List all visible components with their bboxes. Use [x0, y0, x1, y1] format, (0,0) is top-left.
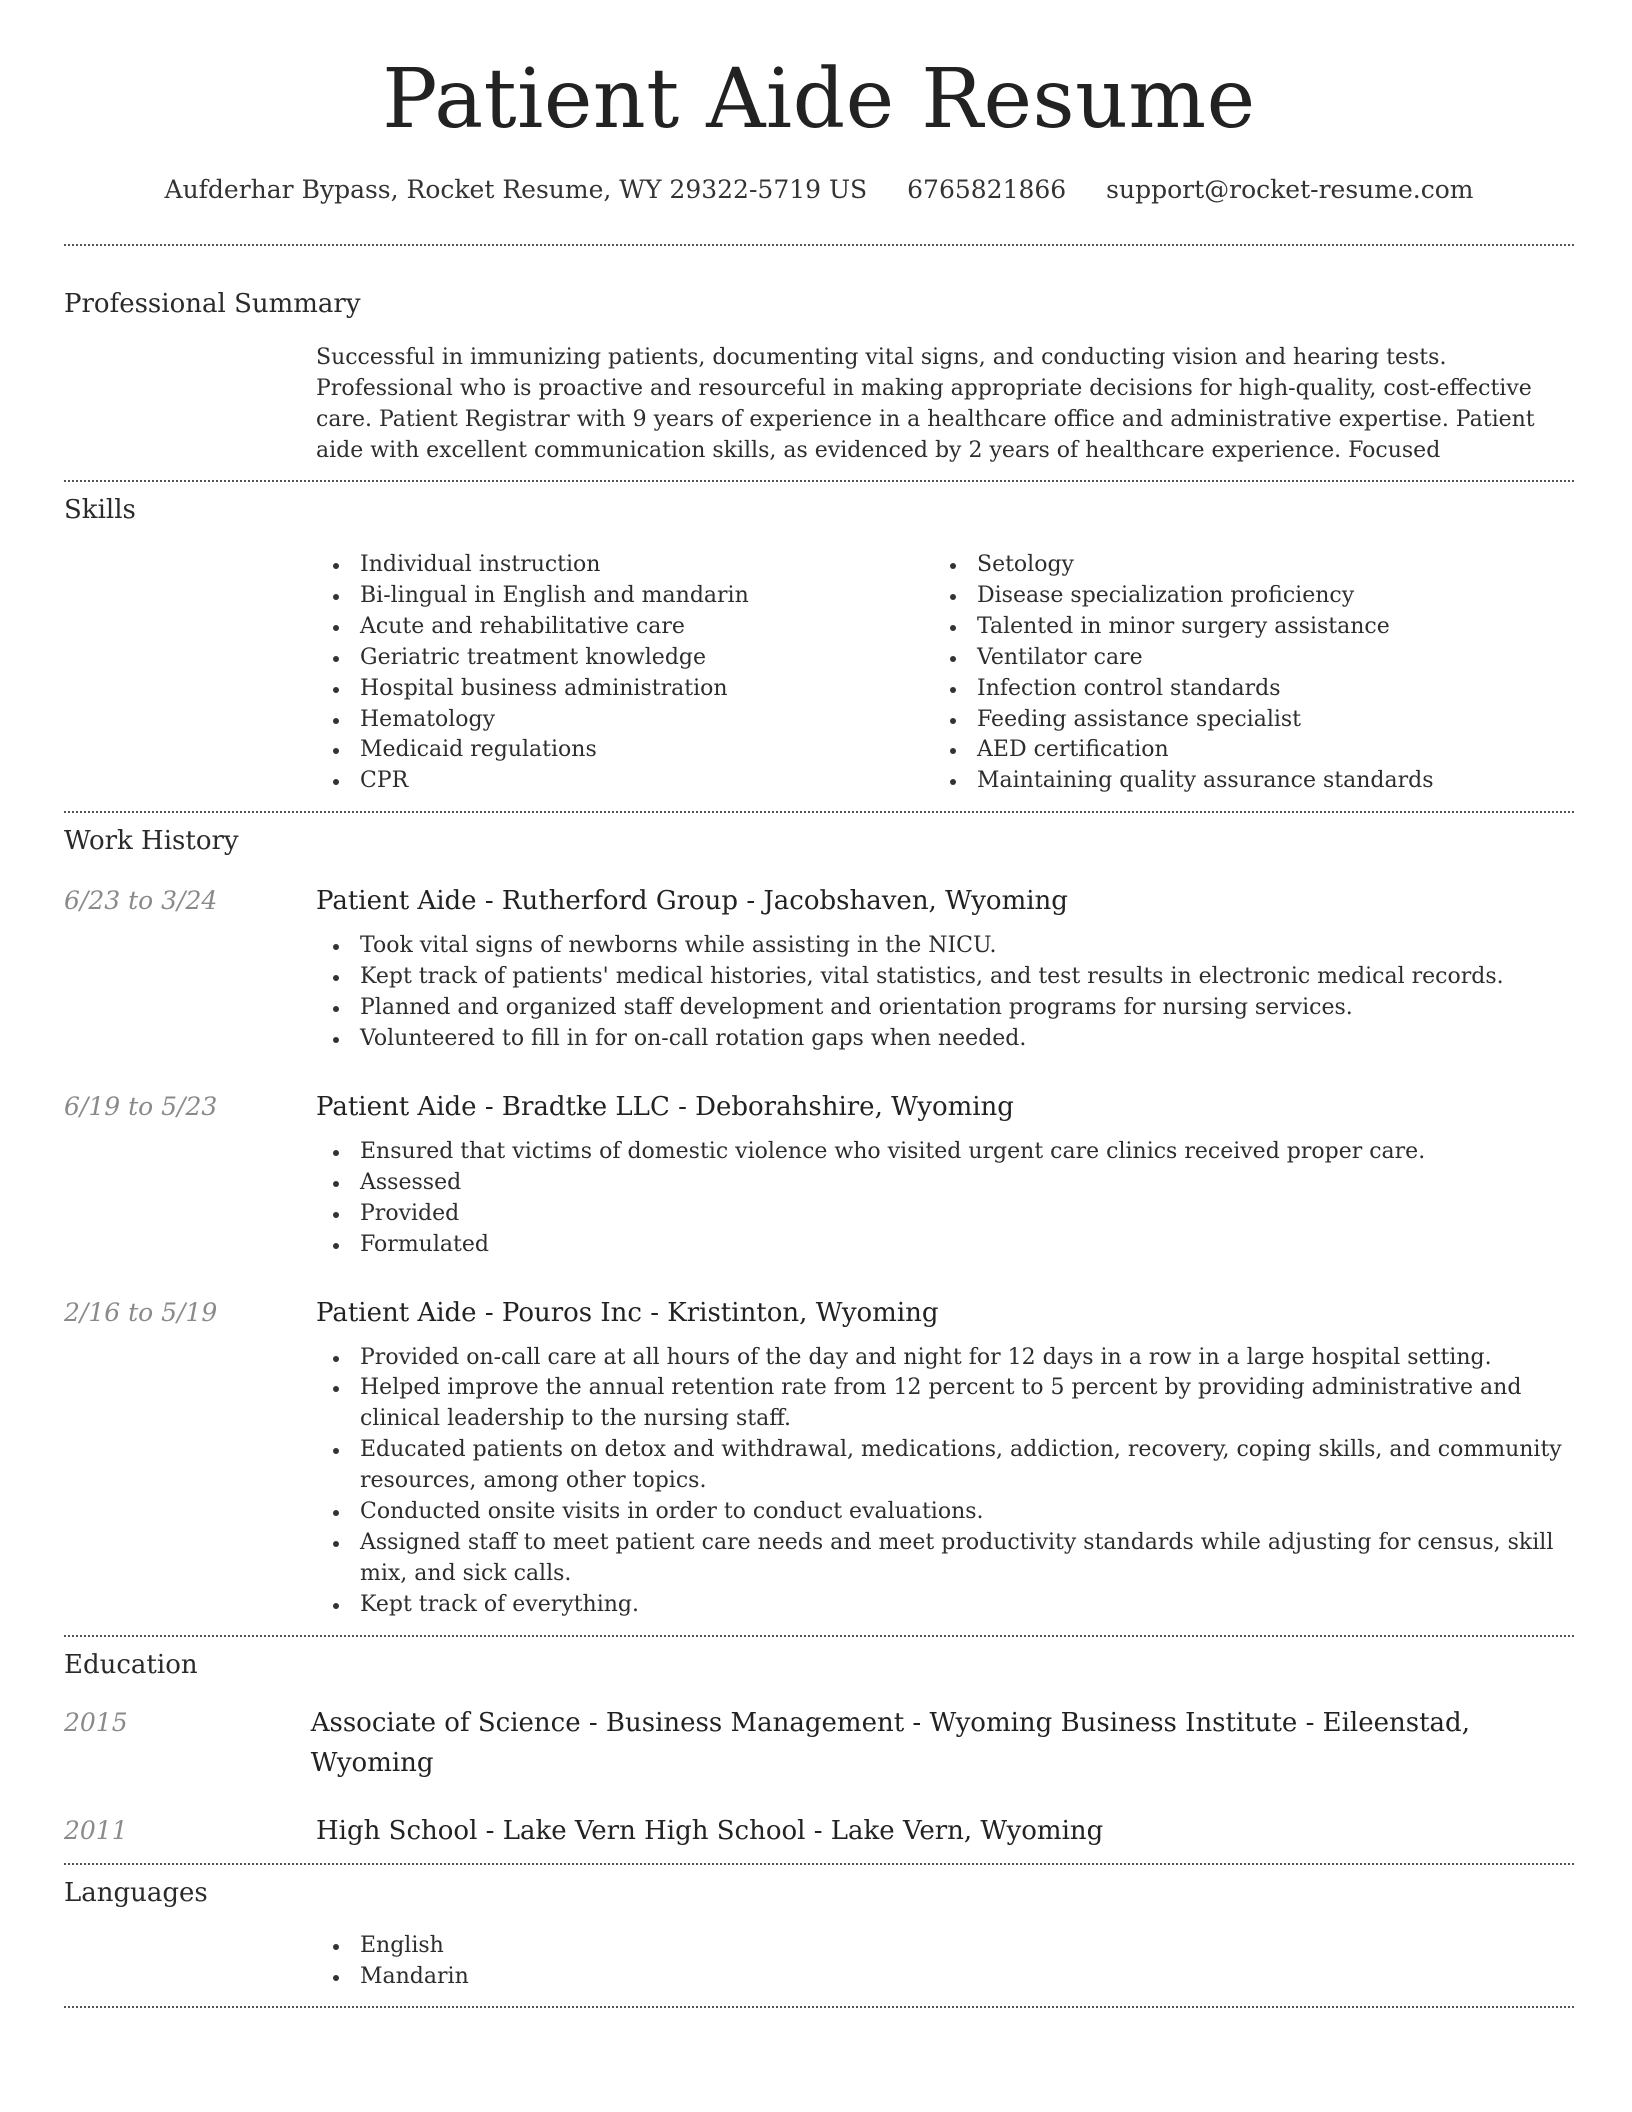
skill-item: Ventilator care — [933, 643, 1550, 674]
education-date: 2015 — [64, 1707, 128, 1737]
education-entry — [64, 1703, 1574, 1783]
skill-item: Disease specialization proficiency — [933, 581, 1550, 612]
work-bullet: Assigned staff to meet patient care needs and meet productivity standards while adjusting for census, skill mix, and sick calls. — [316, 1528, 1574, 1590]
skill-item: Geriatric treatment knowledge — [316, 643, 933, 674]
work-bullet: Assessed — [316, 1168, 1574, 1199]
contact-phone: 6765821866 — [907, 175, 1067, 204]
contact-line — [64, 168, 1574, 212]
skill-item: Maintaining quality assurance standards — [933, 766, 1550, 797]
section-divider — [64, 1635, 1574, 1637]
summary-heading: Professional Summary — [64, 289, 361, 319]
education-date: 2011 — [64, 1815, 128, 1845]
skill-item: Bi-lingual in English and mandarin — [316, 581, 933, 612]
work-history-heading: Work History — [64, 826, 239, 857]
education-entry — [64, 1811, 1574, 1863]
skills-column-right — [933, 550, 1550, 797]
education-degree: Associate of Science - Business Management - Wyoming Business Institute - Eileenstad, Wyoming — [310, 1707, 1470, 1778]
education-degree: High School - Lake Vern High School - Lake Vern, Wyoming — [316, 1815, 1104, 1846]
skill-item: Individual instruction — [316, 550, 933, 581]
language-item: Mandarin — [316, 1962, 1574, 1993]
contact-email: support@rocket-resume.com — [1106, 175, 1474, 204]
languages-list — [316, 1931, 1574, 2007]
skill-item: Hematology — [316, 705, 933, 736]
work-entry-role: Patient Aide - Pouros Inc - Kristinton, Wyoming — [316, 1297, 939, 1328]
work-entry-date: 6/23 to 3/24 — [64, 886, 218, 916]
work-bullet: Educated patients on detox and withdrawal, medications, addiction, recovery, coping skills, and community resources, among other topics. — [316, 1435, 1574, 1497]
section-divider — [64, 2006, 1574, 2008]
work-entry-bullets — [316, 1137, 1574, 1261]
work-history-section — [64, 821, 1574, 1634]
work-entry — [64, 881, 1574, 1055]
education-section — [64, 1645, 1574, 1863]
work-bullet: Planned and organized staff development and orientation programs for nursing services. — [316, 993, 1574, 1024]
resume-title: Patient Aide Resume — [382, 52, 1256, 147]
summary-text: Successful in immunizing patients, documenting vital signs, and conducting vision and hearing tests. Professional who is proactive and resourceful in making appropriate decisions for high-quality, cost-effective care. Patient Registrar with 9 years of experience in a healthcare office and administrative expertise. Patient aide with excellent communication skills, as evidenced by 2 years of healthcare experience. Focused — [316, 345, 1535, 463]
resume-page — [64, 0, 1574, 2008]
skills-section — [64, 490, 1574, 811]
work-bullet: Kept track of everything. — [316, 1590, 1574, 1621]
work-bullet: Ensured that victims of domestic violence who visited urgent care clinics received proper care. — [316, 1137, 1574, 1168]
work-entry-bullets — [316, 1343, 1574, 1621]
summary-section — [64, 284, 1574, 480]
language-item: English — [316, 1931, 1574, 1962]
work-bullet: Provided — [316, 1199, 1574, 1230]
contact-address: Aufderhar Bypass, Rocket Resume, WY 29322-5719 US — [164, 175, 868, 204]
skill-item: Acute and rehabilitative care — [316, 612, 933, 643]
work-entry — [64, 1087, 1574, 1261]
section-divider — [64, 244, 1574, 246]
languages-heading: Languages — [64, 1877, 208, 1908]
work-bullet: Conducted onsite visits in order to conduct evaluations. — [316, 1497, 1574, 1528]
work-bullet: Volunteered to fill in for on-call rotation gaps when needed. — [316, 1024, 1574, 1055]
languages-section — [64, 1873, 1574, 2007]
skills-heading: Skills — [64, 495, 136, 525]
section-divider — [64, 480, 1574, 482]
skill-item: Talented in minor surgery assistance — [933, 612, 1550, 643]
skill-item: CPR — [316, 766, 933, 797]
skill-item: Feeding assistance specialist — [933, 705, 1550, 736]
skills-column-left — [316, 550, 933, 797]
skill-item: Hospital business administration — [316, 674, 933, 705]
skill-item: Setology — [933, 550, 1550, 581]
skills-list — [316, 550, 1574, 811]
work-bullet: Took vital signs of newborns while assisting in the NICU. — [316, 931, 1574, 962]
section-divider — [64, 811, 1574, 813]
skill-item: AED certification — [933, 735, 1550, 766]
skill-item: Medicaid regulations — [316, 735, 933, 766]
work-bullet: Provided on-call care at all hours of the day and night for 12 days in a row in a large hospital setting. — [316, 1343, 1574, 1374]
skill-item: Infection control standards — [933, 674, 1550, 705]
work-entry-role: Patient Aide - Rutherford Group - Jacobshaven, Wyoming — [316, 886, 1068, 917]
work-bullet: Formulated — [316, 1230, 1574, 1261]
section-divider — [64, 1863, 1574, 1865]
work-entry-date: 2/16 to 5/19 — [64, 1297, 218, 1327]
work-entry-role: Patient Aide - Bradtke LLC - Deborahshire, Wyoming — [316, 1091, 1014, 1122]
work-bullet: Kept track of patients' medical histories, vital statistics, and test results in electronic medical records. — [316, 962, 1574, 993]
work-bullet: Helped improve the annual retention rate from 12 percent to 5 percent by providing administrative and clinical leadership to the nursing staff. — [316, 1373, 1574, 1435]
work-entry-date: 6/19 to 5/23 — [64, 1091, 218, 1121]
work-entry — [64, 1293, 1574, 1635]
education-heading: Education — [64, 1649, 198, 1680]
work-entry-bullets — [316, 931, 1574, 1055]
